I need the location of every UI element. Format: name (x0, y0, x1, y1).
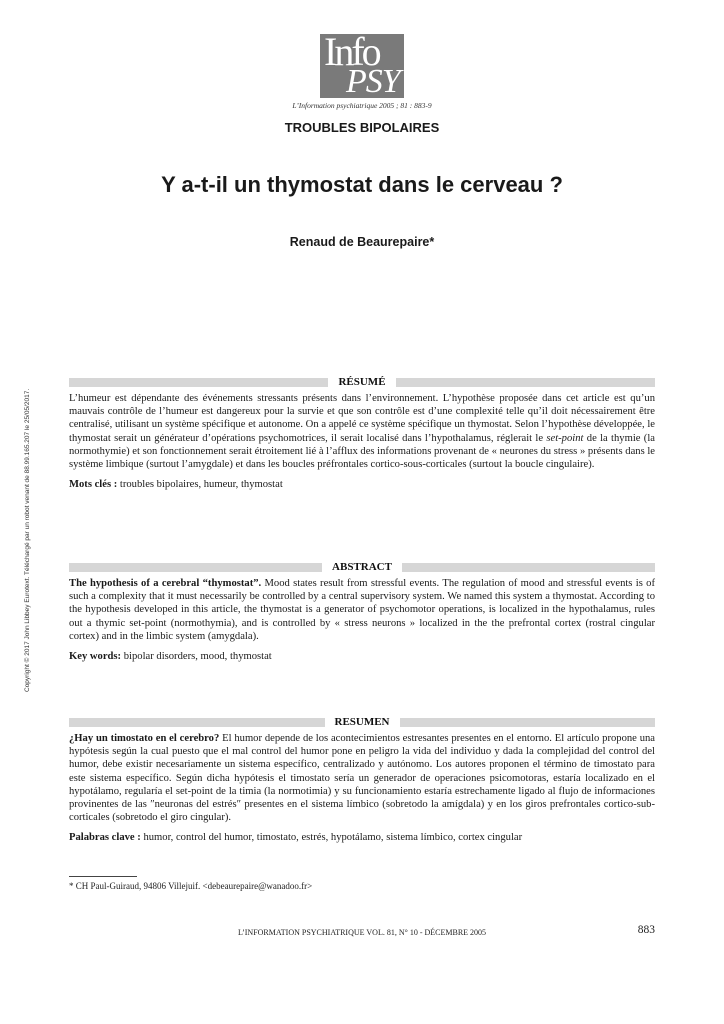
resume-text: L’humeur est dépendante des événements stressants présents dans l’environnement. L’hypothèse proposée dans cet article est qu’un mauvais contrôle de l’humeur est dangereux pour la survie et que son contrôle est d’une complexité telle qu’il doit nécessairement être centralisé, utilisant un système spécifique et autonome. On a appelé ce système spécifique un thymostat. Selon l’hypothèse développée, le thymostat serait un générateur d’opérations psychomotrices, il serait localisé dans l’hypothalamus, réglerait le set-point de la thymie (la normothymie) et son fonctionnement serait étroitement lié à l’afflux des informations provenant de « neurones du stress » présents dans le système limbique (surtout l’amygdale) et dans les boucles préfrontales cortico-sous-corticales (surtout la boucle cingulaire). (69, 393, 655, 471)
resumen-section (69, 716, 655, 845)
resumen-heading: RESUMEN (325, 716, 400, 728)
abstract-heading: ABSTRACT (322, 561, 402, 573)
logo-word-info: Info (324, 34, 379, 74)
article-title: Y a-t-il un thymostat dans le cerveau ? (161, 172, 563, 197)
resumen-text: ¿Hay un timostato en el cerebro? El humor depende de los acontecimientos estresantes presentes en el entorno. El artículo propone una hypótesis según la cual puesto que el mal control del humor pone en peligro la vida del individuo y dada la complejidad del control del humor, debe existir necesariamente un sistema específico, centralizado y autónomo. Los autores proponen el término de timostato para este sistema específico. Según dicha hypótesis el timostato sería un generador de operaciones psicomotoras, estaría localizado en el hypotálamo, regularía el set-point de la timia (la normotimia) y su funcionamiento estaría estrechamente ligado al flujo de informaciones provinentes de las ″neuronas del estrés″ presentes en el sistema límbico (sobretodo la amígdala) y en los giros prefrontales cortico-sub-corticales (sobretodo el giro cingular). (69, 733, 656, 824)
side-copyright-notice: Copyright © 2017 John Libbey Eurotext. Téléchargé par un robot venant de 88.99.165.207 le 25/05/2017. (24, 388, 31, 692)
journal-logo (320, 34, 404, 98)
abstract-section (69, 561, 655, 663)
journal-reference: L’Information psychiatrique 2005 ; 81 : 883-9 (292, 101, 432, 110)
footnote-rule (69, 876, 137, 877)
resume-section (69, 376, 655, 491)
resumen-heading-bar (69, 716, 655, 728)
page-number: 883 (637, 924, 655, 936)
article-author: Renaud de Beaurepaire* (289, 235, 435, 249)
abstract-keywords: Key words: bipolar disorders, mood, thymostat (69, 651, 272, 663)
running-footer: L’INFORMATION PSYCHIATRIQUE VOL. 81, N° 10 - DÉCEMBRE 2005 (237, 928, 487, 937)
resumen-keywords: Palabras clave : humor, control del humor, timostato, estrés, hypotálamo, sistema límbico, cortex cingular (69, 832, 523, 844)
resume-heading-bar (69, 376, 655, 388)
abstract-heading-bar (69, 561, 655, 573)
resume-heading: RÉSUMÉ (328, 376, 395, 388)
logo-word-psy: PSY (346, 63, 400, 98)
resume-keywords: Mots clés : troubles bipolaires, humeur, thymostat (69, 479, 283, 491)
author-footnote: * CH Paul-Guiraud, 94806 Villejuif. <debeaurepaire@wanadoo.fr> (69, 881, 313, 891)
abstract-text: The hypothesis of a cerebral “thymostat”. Mood states result from stressful events. The regulation of mood and stressful events is of such a complexity that it must necessarily be controlled by a central supervisory system. We named this system a thymostat. According to the hypothesis developed in this article, the thymostat is a generator of psychomotor operations, is localized in the hypothalamus, rules out a thymic set-point (normothymia), and is controlled by « stress neurons » localized in the the prefrontal cortex (rostral cingular cortex) and in the limbic system (amygdala). (69, 578, 655, 642)
section-heading: TROUBLES BIPOLAIRES (284, 120, 440, 135)
